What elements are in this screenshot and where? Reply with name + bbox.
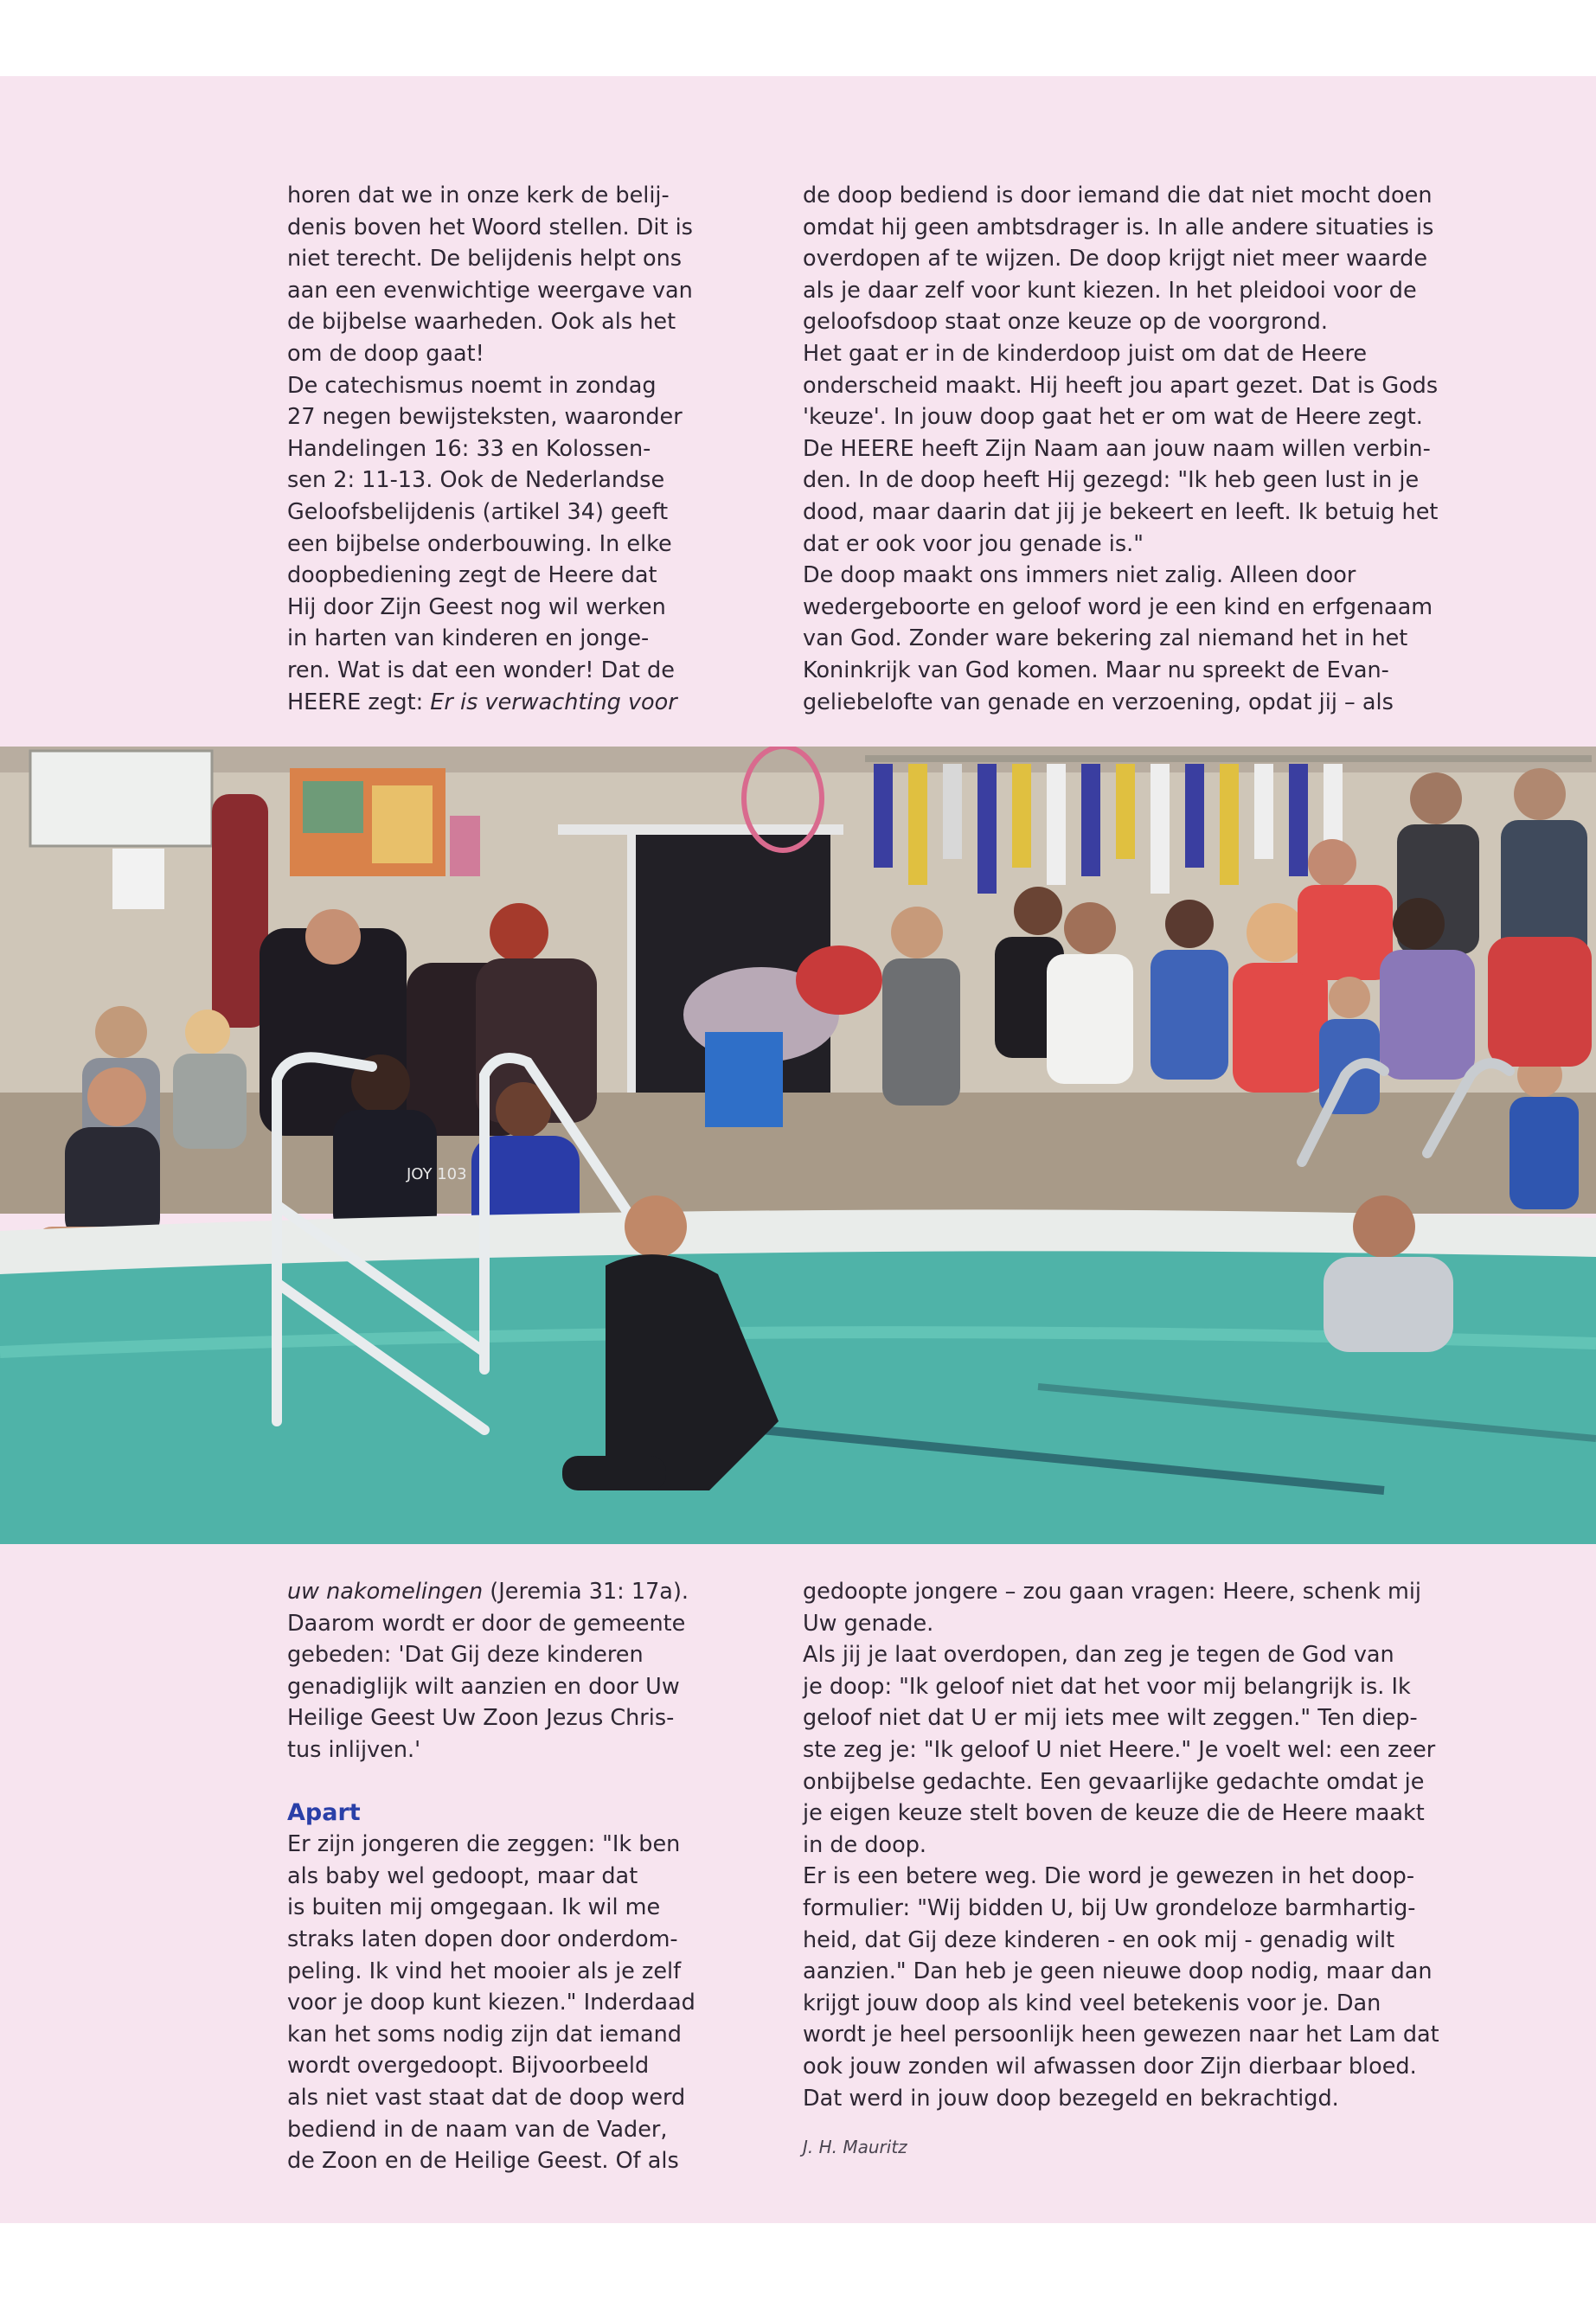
italic-quote: uw nakomelingen (287, 1579, 484, 1605)
text-line: de Zoon en de Heilige Geest. Of als (287, 2148, 679, 2175)
photo-illustration (0, 747, 1596, 1544)
text-line: je doop: "Ik geloof niet dat het voor mij belangrijk is. Ik (803, 1673, 1411, 1700)
text-line: dat er ook voor jou genade is." (803, 530, 1144, 557)
text-line: tus inlijven.' (287, 1736, 421, 1763)
poster-panel (372, 785, 433, 863)
text-line: Er zijn jongeren die zeggen: "Ik ben (287, 1831, 681, 1858)
text-line: onbijbelse gedachte. Een gevaarlijke gedachte omdat je (803, 1768, 1425, 1795)
text-line: den. In de doop heeft Hij gezegd: "Ik heb geen lust in je (803, 467, 1420, 494)
text-line: geloof niet dat U er mij iets mee wilt zeggen." Ten diep- (803, 1705, 1418, 1732)
text-line: in de doop. (803, 1831, 927, 1858)
text-line: denis boven het Woord stellen. Dit is (287, 214, 693, 240)
text-line: is buiten mij omgegaan. Ik wil me (287, 1894, 661, 1921)
text-line: de bijbelse waarheden. Ook als het (287, 309, 676, 336)
text-line: sen 2: 11-13. Ook de Nederlandse (287, 467, 665, 494)
text-line: ook jouw zonden wil afwassen door Zijn dierbaar bloed. (803, 2053, 1417, 2080)
text-line: de doop bediend is door iemand die dat niet mocht doen (803, 183, 1433, 208)
text-line: gedoopte jongere – zou gaan vragen: Heere, schenk mij (803, 1579, 1422, 1605)
author-byline: J. H. Mauritz (803, 2137, 907, 2158)
text-line: als je daar zelf voor kunt kiezen. In het pleidooi voor de (803, 277, 1417, 304)
text-line: genadiglijk wilt aanzien en door Uw (287, 1673, 680, 1700)
shirt-print: JOY 103 (407, 1165, 467, 1183)
text-line: Er is een betere weg. Die word je gewezen in het doop- (803, 1863, 1415, 1890)
text-line: ste zeg je: "Ik geloof U niet Heere." Je voelt wel: een zeer (803, 1736, 1436, 1763)
text-line: geloofsdoop staat onze keuze op de voorgrond. (803, 309, 1328, 336)
text-line: wedergeboorte en geloof word je een kind en erfgenaam (803, 593, 1433, 620)
paper-sign (112, 849, 164, 909)
text-line: overdopen af te wijzen. De doop krijgt niet meer waarde (803, 246, 1428, 272)
top-margin (0, 0, 1596, 76)
text-line: doopbediening zegt de Heere dat (287, 562, 657, 589)
pvc-frame-post (627, 824, 636, 1101)
text-line: peling. Ik vind het mooier als je zelf (287, 1958, 682, 1984)
text-line: 'keuze'. In jouw doop gaat het er om wat de Heere zegt. (803, 404, 1423, 431)
text-line: aanzien." Dan heb je geen nieuwe doop nodig, maar dan (803, 1958, 1433, 1985)
text-line: voor je doop kunt kiezen." Inderdaad (287, 1990, 695, 2016)
text-line (287, 1576, 746, 1608)
text-run: (Jeremia 31: 17a). (483, 1579, 689, 1605)
text-line: Uw genade. (803, 1610, 934, 1637)
poster-small (450, 816, 480, 876)
text-line: omdat hij geen ambtsdrager is. In alle andere situaties is (803, 214, 1434, 240)
text-line: horen dat we in onze kerk de belij- (287, 183, 670, 208)
text-line: Hij door Zijn Geest nog wil werken (287, 593, 666, 620)
text-line: De catechismus noemt in zondag (287, 372, 657, 399)
text-line: kan het soms nodig zijn dat iemand (287, 2021, 682, 2048)
poster-panel (303, 781, 363, 833)
text-line: Als jij je laat overdopen, dan zeg je tegen de God van (803, 1642, 1394, 1669)
text-line: Het gaat er in de kinderdoop juist om dat de Heere (803, 340, 1368, 367)
text-line: bediend in de naam van de Vader, (287, 2116, 668, 2143)
article-column-4 (803, 1576, 1512, 2163)
text-line: in harten van kinderen en jonge- (287, 625, 650, 652)
text-line: van God. Zonder ware bekering zal niemand het in het (803, 625, 1408, 652)
text-line: 27 negen bewijsteksten, waaronder (287, 404, 683, 431)
whiteboard (30, 751, 212, 846)
text-line: Dat werd in jouw doop bezegeld en bekrachtigd. (803, 2085, 1339, 2112)
text-line: Daarom wordt er door de gemeente (287, 1610, 686, 1637)
text-line: wordt je heel persoonlijk heen gewezen naar het Lam dat (803, 2022, 1439, 2048)
article-column-2 (803, 180, 1512, 718)
text-line: krijgt jouw doop als kind veel betekenis voor je. Dan (803, 1990, 1381, 2016)
text-line: om de doop gaat! (287, 340, 484, 367)
text-line: straks laten dopen door onderdom- (287, 1926, 678, 1952)
text-line: formulier: "Wij bidden U, bij Uw grondeloze barmhartig- (803, 1894, 1416, 1921)
text-line: als niet vast staat dat de doop werd (287, 2084, 686, 2111)
text-run: HEERE zegt: (287, 689, 431, 715)
section-heading: Apart (287, 1798, 361, 1826)
text-line: als baby wel gedoopt, maar dat (287, 1862, 638, 1889)
text-line: je eigen keuze stelt boven de keuze die de Heere maakt (803, 1800, 1425, 1827)
text-line: aan een evenwichtige weergave van (287, 277, 693, 304)
text-line: Heilige Geest Uw Zoon Jezus Chris- (287, 1705, 675, 1732)
text-line: gebeden: 'Dat Gij deze kinderen (287, 1642, 644, 1669)
text-line: een bijbelse onderbouwing. In elke (287, 530, 672, 557)
article-column-3 (287, 1576, 746, 2177)
italic-quote: Er is verwachting voor (430, 689, 677, 715)
text-line: Handelingen 16: 33 en Kolossen- (287, 435, 651, 462)
text-line: De HEERE heeft Zijn Naam aan jouw naam willen verbin- (803, 435, 1431, 462)
pvc-frame (558, 824, 843, 835)
text-line: geliebelofte van genade en verzoening, opdat jij – als (803, 689, 1394, 715)
text-line: wordt overgedoopt. Bijvoorbeeld (287, 2053, 650, 2080)
text-line: niet terecht. De belijdenis helpt ons (287, 246, 683, 272)
text-line: Geloofsbelijdenis (artikel 34) geeft (287, 498, 669, 525)
text-line: Koninkrijk van God komen. Maar nu spreekt de Evan- (803, 657, 1389, 683)
text-line: ren. Wat is dat een wonder! Dat de (287, 657, 675, 683)
baptism-photo (0, 747, 1596, 1544)
article-column-1 (287, 180, 746, 718)
text-line (287, 687, 746, 719)
text-line: heid, dat Gij deze kinderen - en ook mij - genadig wilt (803, 1926, 1395, 1953)
text-line: onderscheid maakt. Hij heeft jou apart gezet. Dat is Gods (803, 372, 1439, 399)
text-line: dood, maar daarin dat jij je bekeert en leeft. Ik betuig het (803, 498, 1439, 525)
text-line: De doop maakt ons immers niet zalig. Alleen door (803, 562, 1356, 589)
